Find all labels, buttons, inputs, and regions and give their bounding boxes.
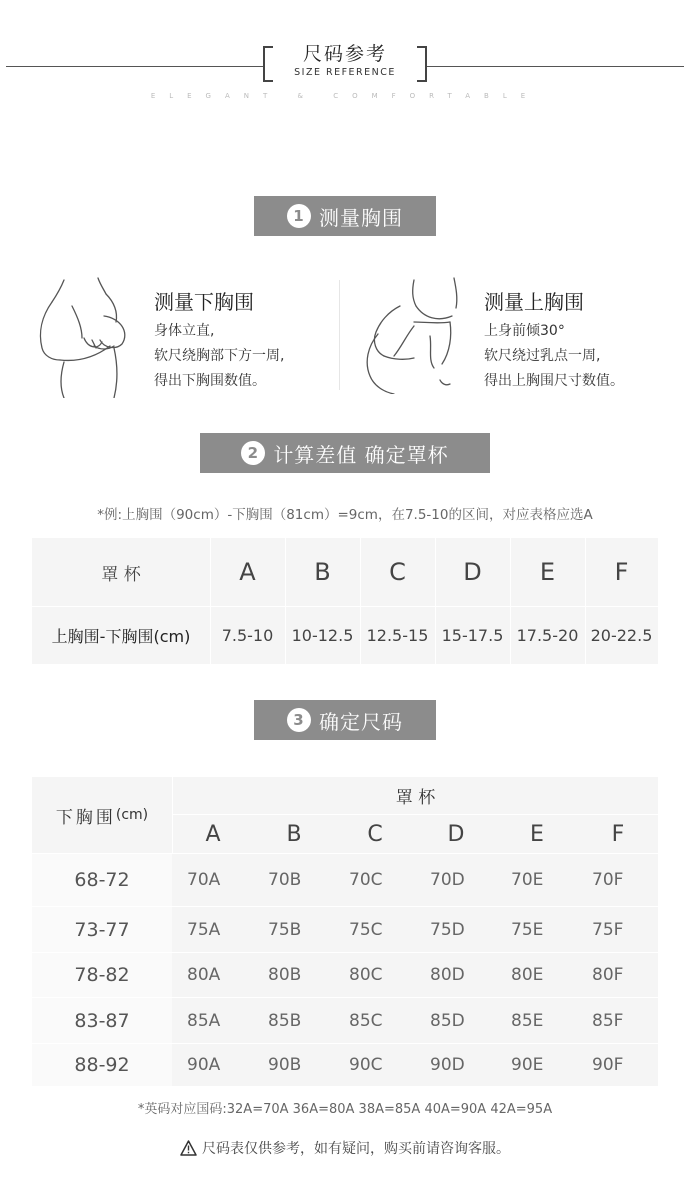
header-line-left [6,66,263,67]
size-table-cell: 85A [187,1010,221,1031]
woman-measuring-bust-illustration [354,276,466,394]
size-table-cell: 90B [268,1055,302,1075]
size-table-row-range: 78-82 [32,953,172,997]
cup-table-header-row [32,538,658,606]
size-table [32,777,658,1086]
size-table-cell: 70C [349,870,383,890]
cup-table-range: 17.5-20 [516,626,579,645]
section-2-label: 计算差值 确定罩杯 [273,442,449,467]
size-table-cup: E [530,821,544,847]
woman-measuring-underbust-illustration [34,276,144,398]
measure-upper-title: 测量上胸围 [484,290,584,314]
size-table-cup: C [367,821,383,847]
size-table-cell: 85D [430,1010,465,1031]
size-table-cell: 75E [511,919,544,940]
size-table-corner-unit: (cm) [115,807,149,823]
footnote-warning: 尺码表仅供参考，如有疑问，购买前请咨询客服。 [202,1141,510,1157]
measure-under-line: 身体立直, [154,323,215,339]
section-3-header [254,700,436,740]
cup-table-row-label: 上胸围-下胸围(cm) [51,627,191,646]
size-table-row-range: 68-72 [32,854,172,906]
footnote-warning-row [0,1138,690,1158]
size-table-corner [32,777,172,853]
measure-upper-text [484,319,624,394]
size-table-corner-label: 下胸围 [55,807,116,828]
section-1-number: 1 [287,204,311,228]
cup-table-cup: B [314,558,331,586]
measure-upper-line: 得出上胸围尺寸数值。 [484,373,624,389]
measure-upper-line: 上身前倾30° [484,323,565,339]
size-table-row-range: 88-92 [32,1044,172,1086]
measure-divider [339,280,340,390]
header-title-box [263,43,427,82]
example-note: *例:上胸围（90cm）-下胸围（81cm）=9cm，在7.5-10的区间，对应表格应选A [97,507,593,523]
measure-upper-line: 软尺绕过乳点一周, [484,348,601,364]
cup-table-range: 15-17.5 [441,626,504,645]
size-table-cell: 80E [511,965,544,985]
size-table-cell: 90F [592,1055,624,1075]
cup-table-cup: A [239,558,256,586]
size-table-cell: 85F [592,1010,624,1031]
size-table-cell: 85C [349,1010,383,1031]
size-table-cell: 85B [268,1010,302,1031]
size-table-cell: 70D [430,870,465,890]
size-table-cell: 75B [268,919,302,940]
section-2-header [200,433,490,473]
size-table-cell: 90C [349,1055,383,1075]
size-table-cell: 90D [430,1055,465,1075]
size-table-cell: 70A [187,870,221,890]
cup-table-header-label: 罩 杯 [101,564,141,585]
size-table-cup: B [286,821,302,847]
cup-table-range-row [32,607,658,664]
size-table-cell: 80C [349,965,383,985]
size-table-cup: D [447,821,465,847]
section-1-label: 测量胸围 [319,205,403,230]
size-table-cell: 70F [592,870,624,890]
cup-table-range: 20-22.5 [590,626,653,645]
section-2-number: 2 [241,441,265,465]
measure-under-line: 得出下胸围数值。 [154,373,266,389]
size-table-cell: 80A [187,965,221,985]
cup-table-cup: E [539,558,556,586]
cup-table-range: 10-12.5 [291,626,354,645]
size-table-cell: 70B [268,870,302,890]
size-table-cup: A [205,821,221,847]
header-title-cn: 尺码参考 [302,43,387,65]
cup-table-range: 7.5-10 [221,626,274,645]
footnote-conversion: *英码对应国码:32A=70A 36A=80A 38A=85A 40A=90A 42A=95A [137,1102,553,1117]
warning-triangle-icon [180,1140,197,1156]
size-table-cell: 90A [187,1055,221,1075]
cup-table-range: 12.5-15 [366,626,429,645]
size-table-cell: 80B [268,965,302,985]
measure-under-text [154,319,284,394]
section-3-label: 确定尺码 [319,709,403,734]
header-tagline: ELEGANT & COMFORTABLE [150,92,540,100]
section-3-number: 3 [287,708,311,732]
measure-under-line: 软尺绕胸部下方一周, [154,348,285,364]
size-table-row-range: 73-77 [32,907,172,952]
cup-table-cup: D [463,558,482,586]
header-title-en: SIZE REFERENCE [294,67,396,78]
size-table-cell: 70E [511,870,544,890]
size-table-cell: 80F [592,965,624,985]
size-table-cup: F [611,821,625,847]
size-table-cell: 85E [511,1010,544,1031]
size-table-cell: 90E [511,1055,544,1075]
size-table-cell: 75F [592,919,624,940]
size-table-cup-label: 罩 杯 [395,788,436,808]
section-1-header [254,196,436,236]
measure-under-title: 测量下胸围 [154,290,254,314]
size-table-cell: 75D [430,919,465,940]
cup-table-cup: C [389,558,406,586]
header-line-right [427,66,684,67]
size-table-cell: 80D [430,965,465,985]
cup-table-cup: F [614,558,629,586]
size-table-cell: 75A [187,919,221,940]
cup-table [32,538,658,664]
size-table-row-range: 83-87 [32,998,172,1043]
size-table-cell: 75C [349,919,383,940]
